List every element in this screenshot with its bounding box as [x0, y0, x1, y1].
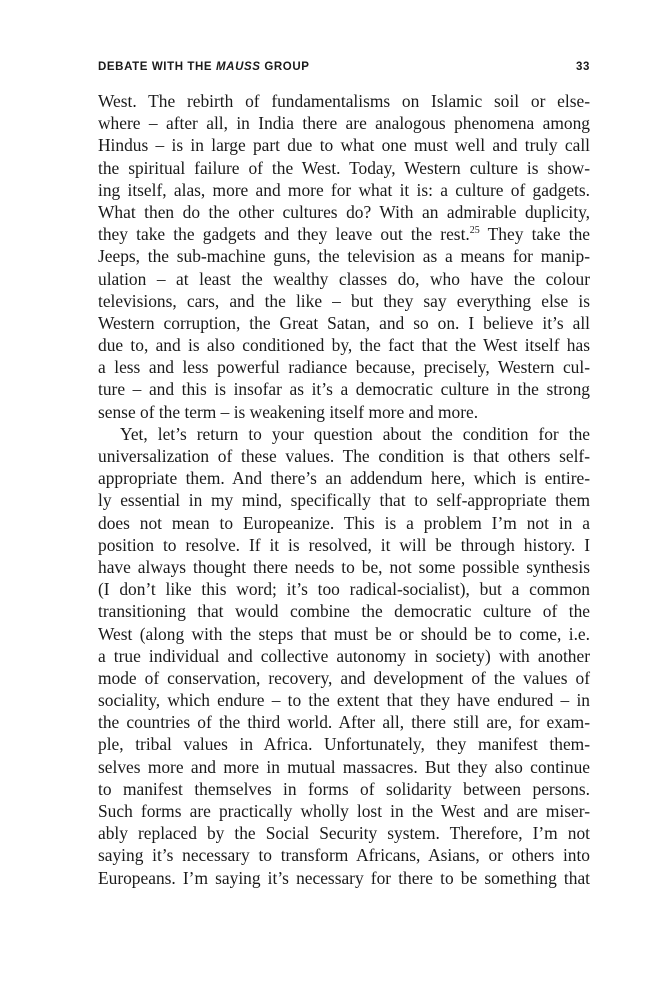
running-head: [98, 59, 590, 75]
text-line: Such forms are practically wholly lost in the West and are miser-: [98, 801, 590, 821]
text-line: What then do the other cultures do? With an admirable duplicity,: [98, 201, 590, 222]
body-text: [98, 90, 590, 889]
text-line: selves more and more in mutual massacres. But they also continue: [98, 756, 590, 777]
text-line: Jeeps, the sub-machine guns, the television as a means for manip-: [98, 246, 590, 267]
text-line: the countries of the third world. After all, there still are, for exam-: [98, 712, 590, 733]
text-line-start: they take the gadgets and they leave out the rest.: [98, 224, 470, 245]
text-line: [98, 223, 590, 245]
text-line: ulation – at least the wealthy classes do, who have the colour: [98, 268, 590, 289]
text-line: a less and less powerful radiance because, precisely, Western cul-: [98, 357, 590, 378]
text-line: televisions, cars, and the like – but they say everything else is: [98, 290, 590, 311]
text-line: mode of conservation, recovery, and development of the values of: [98, 667, 590, 688]
text-line: to manifest themselves in forms of solidarity between persons.: [98, 778, 590, 799]
text-line: a true individual and collective autonomy in society) with another: [98, 645, 590, 666]
running-head-title-prefix: DEBATE WITH THE: [98, 61, 213, 73]
text-line: ing itself, alas, more and more for what it is: a culture of gadgets.: [98, 179, 590, 200]
text-line: ly essential in my mind, specifically that to self-appropriate them: [98, 490, 590, 511]
text-line: Western corruption, the Great Satan, and so on. I believe it’s all: [98, 312, 590, 333]
running-head-title-italic: MAUSS: [216, 61, 261, 73]
text-line: ture – and this is insofar as it’s a democratic culture in the strong: [98, 379, 590, 400]
text-line: due to, and is also conditioned by, the fact that the West itself has: [98, 335, 590, 356]
text-line: does not mean to Europeanize. This is a problem I’m not in a: [98, 512, 590, 533]
paragraph: [98, 423, 590, 889]
text-line: the spiritual failure of the West. Today, Western culture is show-: [98, 157, 590, 178]
running-head-title: [98, 59, 310, 75]
footnote-reference[interactable]: 25: [469, 225, 480, 237]
text-line: position to resolve. If it is resolved, it will be through history. I: [98, 534, 590, 555]
text-line: sociality, which endure – to the extent that they have endured – in: [98, 690, 590, 711]
text-line: ably replaced by the Social Security system. Therefore, I’m not: [98, 823, 590, 844]
running-head-title-suffix: GROUP: [264, 61, 310, 73]
text-line: ple, tribal values in Africa. Unfortunately, they manifest them-: [98, 734, 590, 755]
text-line: transitioning that would combine the democratic culture of the: [98, 601, 590, 622]
text-line: Yet, let’s return to your question about the condition for the: [120, 423, 590, 444]
text-line: universalization of these values. The condition is that others self-: [98, 446, 590, 466]
text-line: where – after all, in India there are analogous phenomena among: [98, 113, 590, 134]
text-line: West (along with the steps that must be or should be to come, i.e.: [98, 623, 590, 644]
paragraph: [98, 90, 590, 423]
text-line: Hindus – is in large part due to what one must well and truly call: [98, 135, 590, 156]
text-line-end: They take the: [479, 224, 591, 245]
text-line: have always thought there needs to be, not some possible synthesis: [98, 556, 590, 577]
text-line: (I don’t like this word; it’s too radical-socialist), but a common: [98, 579, 590, 600]
text-line: West. The rebirth of fundamentalisms on Islamic soil or else-: [98, 91, 590, 111]
text-line: appropriate them. And there’s an addendum here, which is entire-: [98, 468, 590, 489]
text-line: saying it’s necessary to transform Africans, Asians, or others into: [98, 845, 590, 866]
text-line: Europeans. I’m saying it’s necessary for there to be something that: [98, 867, 590, 888]
text-line: sense of the term – is weakening itself more and more.: [98, 401, 479, 422]
page-number: 33: [576, 61, 590, 73]
